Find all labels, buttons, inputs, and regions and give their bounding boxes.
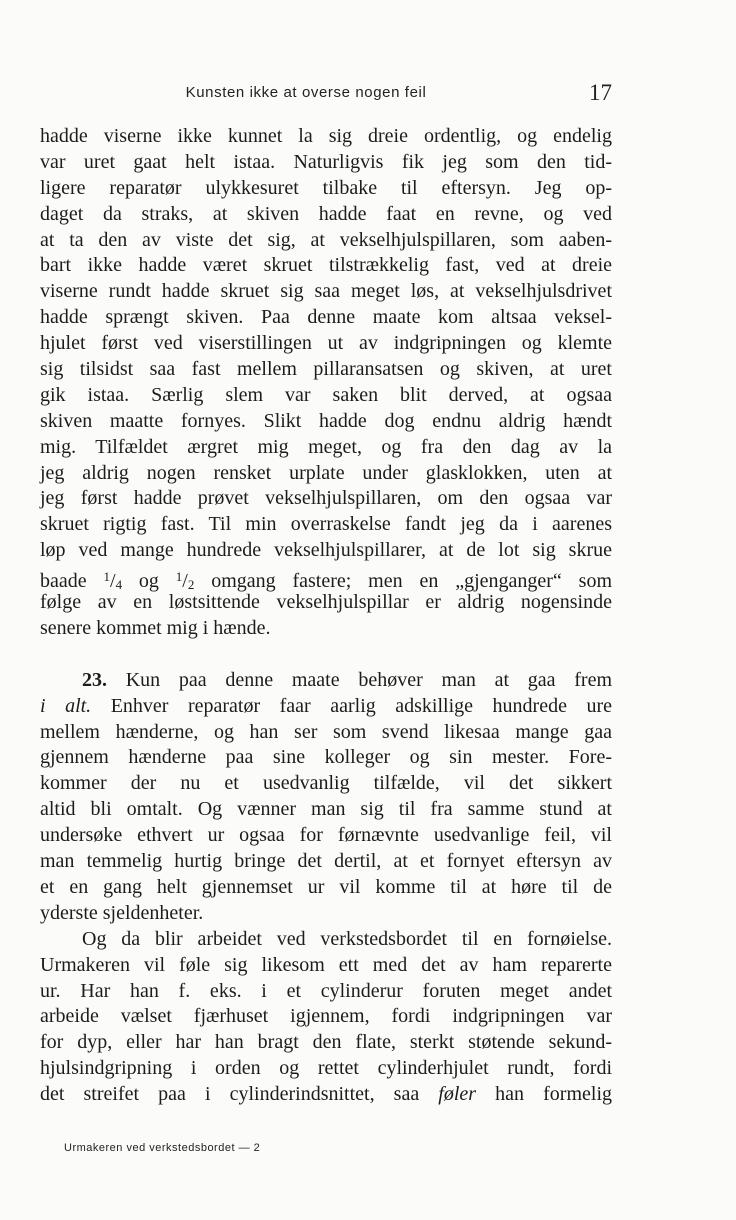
fraction-slash: /: [110, 570, 116, 593]
text-line: Urmakeren vil føle sig likesom ett med det av ham reparerte: [40, 953, 612, 976]
paragraph-gap: [40, 642, 612, 668]
text-line: ur. Har han f. eks. i et cylinderur foruten meget andet: [40, 979, 612, 1002]
text-line: kommer der nu et usedvanlig tilfælde, vil det sikkert: [40, 772, 612, 795]
text-run: Enhver reparatør faar aarlig adskillige hundrede ure: [91, 694, 612, 717]
running-title: Kunsten ikke at overse nogen feil: [185, 84, 427, 101]
fraction-numerator: 1: [175, 569, 183, 585]
text-line: viserne rundt hadde skruet sig saa meget løs, at vekselhjulsdrivet: [40, 280, 612, 303]
fraction-slash: /: [182, 570, 188, 593]
text-line: mig. Tilfældet ærgret mig meget, og fra den dag av la: [40, 435, 612, 458]
text-line: for dyp, eller har han bragt den flate, sterkt støtende sekund-: [40, 1031, 612, 1054]
page-body: [40, 124, 612, 1108]
text-line: gjennem hænderne paa sine kolleger og sin mester. Fore-: [40, 746, 612, 769]
text-line: hadde sprængt skiven. Paa denne maate kom altsaa veksel-: [40, 306, 612, 329]
text-line: altid bli omtalt. Og vænner man sig til fra samme stund at: [40, 798, 612, 821]
text-line: Og da blir arbeidet ved verkstedsbordet til en fornøielse.: [82, 927, 612, 950]
fraction-numerator: 1: [103, 569, 110, 585]
text-line-fractions: [40, 564, 613, 593]
text-line: gik istaa. Særlig slem var saken blit derved, at ogsaa: [40, 383, 612, 406]
text-line: skiven maatte fornyes. Slikt hadde dog endnu aldrig hændt: [40, 409, 612, 432]
text-line: yderste sjeldenheter.: [40, 901, 204, 924]
text-line: senere kommet mig i hænde.: [40, 616, 271, 639]
text-line: sig tilsidst saa fast mellem pillaransatsen og skiven, at uret: [40, 358, 612, 381]
text-line: daget da straks, at skiven hadde faat en revne, og ved: [40, 202, 612, 225]
fraction-denominator: 2: [187, 577, 195, 593]
text-line: løp ved mange hundrede vekselhjulspillarer, at de lot sig skrue: [40, 539, 612, 562]
text-run: baade: [40, 570, 104, 593]
text-line: var uret gaat helt istaa. Naturligvis fik jeg som den tid-: [40, 150, 612, 173]
section-number: 23.: [82, 668, 107, 691]
text-line: hjulet først ved viserstillingen ut av indgripningen og klemte: [40, 332, 612, 355]
section-23: [40, 668, 612, 927]
page-number: 17: [589, 80, 612, 105]
text-run: det streifet paa i cylinderindsnittet, saa: [40, 1083, 439, 1106]
paragraph-continued: [40, 124, 612, 642]
text-line: jeg aldrig nogen rensket urplate under glasklokken, uten at: [40, 461, 612, 484]
text-line: [40, 1082, 612, 1108]
italic-text: føler: [438, 1083, 477, 1106]
text-line: [40, 694, 612, 720]
text-line: undersøke ethvert ur ogsaa for førnævnte usedvanlige feil, vil: [40, 824, 612, 847]
text-line: følge av en løstsittende vekselhjulspillar er aldrig nogensinde: [40, 591, 612, 614]
text-line: et en gang helt gjennemset ur vil komme til at høre til de: [40, 875, 612, 898]
italic-text: i alt.: [40, 694, 92, 717]
text-run: Kun paa denne maate behøver man at gaa frem: [107, 668, 612, 691]
text-line: jeg først hadde prøvet vekselhjulspillaren, om den ogsaa var: [40, 487, 612, 510]
text-run: og: [122, 570, 176, 593]
text-line: hadde viserne ikke kunnet la sig dreie ordentlig, og endelig: [40, 125, 612, 147]
text-line: arbeide vælset fjærhuset igjennem, fordi indgripningen var: [40, 1005, 612, 1028]
text-run: han formelig: [476, 1083, 612, 1106]
page-header: [40, 80, 612, 114]
signature-footer: Urmakeren ved verkstedsbordet — 2: [64, 1142, 261, 1154]
text-line: ligere reparatør ulykkesuret tilbake til eftersyn. Jeg op-: [40, 176, 612, 199]
section-first-line: [40, 668, 612, 694]
text-line: bart ikke hadde været skruet tilstrækkelig fast, ved at dreie: [40, 254, 612, 277]
text-line: skruet rigtig fast. Til min overraskelse fandt jeg da i aarenes: [40, 513, 612, 536]
paragraph-3: [40, 927, 612, 1108]
text-line: man temmelig hurtig bringe det dertil, at et fornyet eftersyn av: [40, 850, 612, 873]
text-line: hjulsindgripning i orden og rettet cylinderhjulet rundt, fordi: [40, 1057, 612, 1080]
text-run: omgang fastere; men en „gjenganger“ som: [194, 570, 613, 593]
fraction-denominator: 4: [115, 577, 123, 593]
text-line: mellem hænderne, og han ser som svend likesaa mange gaa: [40, 720, 612, 743]
text-line: at ta den av viste det sig, at vekselhjulspillaren, som aaben-: [40, 228, 612, 251]
